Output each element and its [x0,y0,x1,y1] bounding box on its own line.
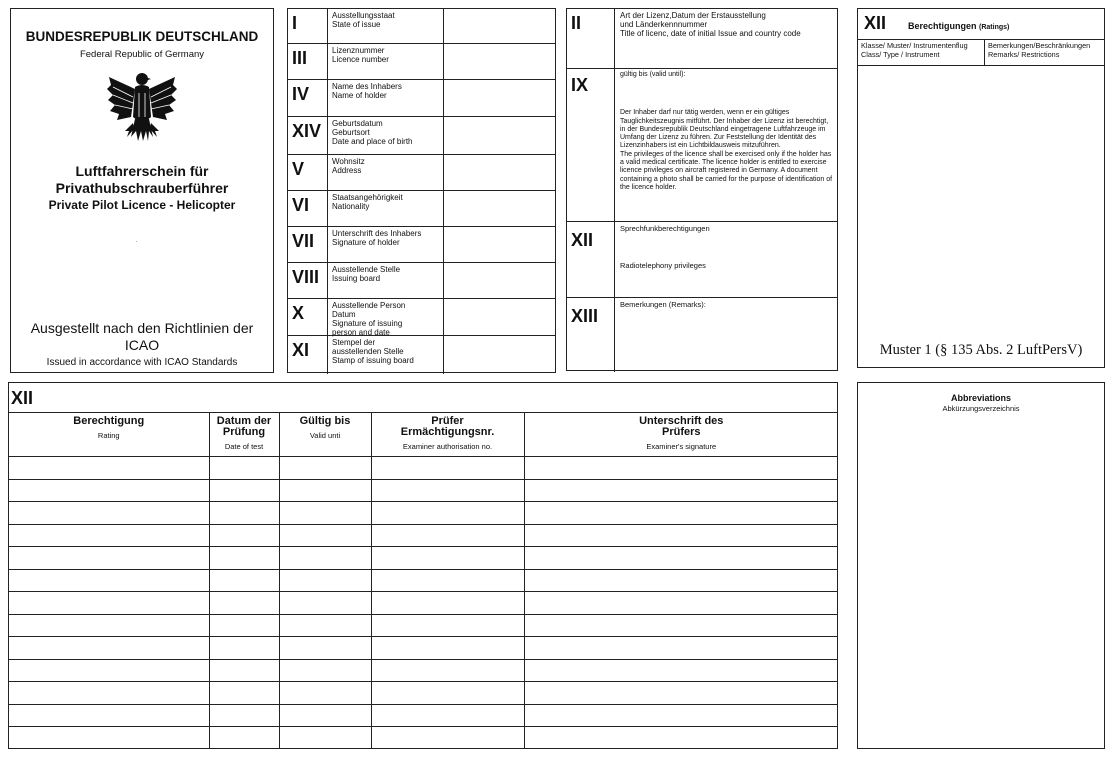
table-row [9,614,838,637]
table-cell[interactable] [371,727,524,749]
field-row [288,44,555,80]
header-label-de: Berechtigung [73,415,145,427]
field-row [288,336,555,374]
field-number: IV [288,80,328,116]
table-cell[interactable] [9,547,209,570]
field-label-en: Name of holder [332,91,387,100]
field-row-xii [567,222,837,298]
field-value-box[interactable] [443,263,555,298]
table-row [9,637,838,660]
table-cell[interactable] [9,614,209,637]
field-label-de: Ausstellende Person Datum [332,301,406,319]
field-label-de: Wohnsitz [332,157,365,166]
table-row [9,659,838,682]
table-cell[interactable] [371,637,524,660]
field-value-box[interactable] [443,227,555,262]
field-value-box[interactable] [443,299,555,335]
table-row [9,727,838,749]
table-cell[interactable] [371,569,524,592]
table-cell[interactable] [9,502,209,525]
table-cell[interactable] [371,592,524,615]
radiotelephony-label-en: Radiotelephony privileges [620,261,706,270]
field-value-box[interactable] [443,44,555,79]
ratings-table-header [279,413,371,457]
field-label-de: Staatsangehörigkeit [332,193,403,202]
field-row [288,227,555,263]
field-label-en: Signature of holder [332,238,400,247]
table-cell[interactable] [209,524,279,547]
header-label-de: Gültig bis [299,415,351,427]
table-row [9,547,838,570]
table-cell[interactable] [209,547,279,570]
ratings-table-number: XII [11,388,34,408]
header-label-de: Prüfer Ermächtigungsnr. [400,415,495,438]
header-label-en: Examiner authorisation no. [402,442,493,451]
table-row [9,479,838,502]
table-cell[interactable] [524,502,838,525]
ratings-table-panel [8,382,838,749]
table-cell[interactable] [9,637,209,660]
field-label-de: Art der Lizenz,Datum der Erstausstellung und Länderkennnummer [620,11,766,29]
field-number: VII [288,227,328,262]
ratings-table-header [371,413,524,457]
field-row-ix [567,69,837,222]
header-label-en: Date of test [224,442,264,451]
table-cell[interactable] [524,457,838,480]
ratings-table-header [524,413,838,457]
field-label-de: Ausstellungsstaat [332,11,395,20]
table-row [9,502,838,525]
field-label-en: Title of licenc, date of initial Issue and country code [620,29,801,38]
table-cell[interactable] [209,457,279,480]
field-row-ii [567,9,837,69]
ratings-panel [857,8,1105,368]
table-cell[interactable] [209,592,279,615]
federal-eagle-icon [105,67,179,149]
form-reference: Muster 1 (§ 135 Abs. 2 LuftPersV) [879,342,1083,358]
abbreviations-panel [857,382,1105,749]
table-cell[interactable] [371,682,524,705]
field-label-de: Lizenznummer [332,46,385,55]
table-cell[interactable] [371,524,524,547]
header-label-en: Examiner's signature [646,442,717,451]
table-cell[interactable] [279,547,371,570]
table-cell[interactable] [524,727,838,749]
table-cell[interactable] [209,727,279,749]
field-number: XIII [567,298,615,372]
table-row [9,682,838,705]
republic-heading: BUNDESREPUBLIK DEUTSCHLAND [25,29,259,44]
table-cell[interactable] [371,457,524,480]
table-cell[interactable] [209,479,279,502]
field-value-box[interactable] [443,191,555,226]
ratings-table-header [9,413,209,457]
class-type-header: Klasse/ Muster/ Instrumentenflug Class/ Type / Instrument [861,41,968,59]
field-label-en: State of issue [332,20,381,29]
header-label-de: Unterschrift des Prüfers [639,415,724,438]
table-row [9,524,838,547]
table-cell[interactable] [279,727,371,749]
republic-subheading: Federal Republic of Germany [79,49,205,60]
field-number: V [288,155,328,190]
field-value-box[interactable] [443,9,555,43]
remarks-restrictions-header: Bemerkungen/Beschränkungen Remarks/ Restrictions [984,39,1104,65]
header-label-de: Datum der Prüfung [216,415,272,438]
field-label-de: Ausstellende Stelle [332,265,401,274]
field-label-en: Stamp of issuing board [332,356,414,365]
holder-fields-panel [287,8,556,373]
ratings-title-text: Berechtigungen [908,21,977,31]
field-number: I [288,9,328,43]
table-cell[interactable] [279,569,371,592]
table-cell[interactable] [524,659,838,682]
field-label-de: Stempel der ausstellenden Stelle [332,338,404,356]
privileges-text-en: The privileges of the licence shall be exercised only if the holder has a valid medical certificate. The licence holder is entitled to exercise licence privileges on aircraft registered in Germany. A document containing a photo shall be carried for the purpose of identification of the licence holder. [620,150,833,191]
table-cell[interactable] [371,614,524,637]
field-value-box[interactable] [443,80,555,116]
header-label-en: Rating [97,431,120,440]
table-cell[interactable] [9,457,209,480]
table-cell[interactable] [279,637,371,660]
table-cell[interactable] [524,614,838,637]
table-row [9,457,838,480]
table-row [9,704,838,727]
table-cell[interactable] [9,682,209,705]
table-cell[interactable] [209,569,279,592]
table-cell[interactable] [9,524,209,547]
table-cell[interactable] [524,592,838,615]
table-cell[interactable] [524,547,838,570]
field-row [288,263,555,299]
field-row [288,80,555,117]
field-number: VI [288,191,328,226]
remarks-label: Bemerkungen (Remarks): [620,300,706,309]
table-cell[interactable] [279,457,371,480]
field-number: VIII [288,263,328,298]
ratings-number: XII [864,13,887,33]
valid-until-label: gültig bis (valid until): [620,71,686,78]
licence-title-line1: Luftfahrerschein für [75,163,209,179]
table-cell[interactable] [9,659,209,682]
field-row [288,299,555,336]
ratings-table-header [209,413,279,457]
table-cell[interactable] [524,637,838,660]
licence-title-line2: Privathubschrauberführer [55,180,229,196]
header-label-en: Valid unti [309,431,341,440]
licence-cover [10,8,274,373]
table-cell[interactable] [279,659,371,682]
field-label-de: Unterschrift des Inhabers [332,229,422,238]
table-row [9,569,838,592]
table-cell[interactable] [524,524,838,547]
table-cell[interactable] [9,704,209,727]
field-number: XII [567,222,615,297]
field-row [288,155,555,191]
table-cell[interactable] [279,479,371,502]
field-number: XIV [288,117,328,154]
table-cell[interactable] [371,659,524,682]
table-cell[interactable] [9,592,209,615]
field-number: II [567,9,615,68]
field-value-box[interactable] [443,117,555,154]
field-value-box[interactable] [443,336,555,374]
field-label-en: Nationality [332,202,370,211]
table-cell[interactable] [209,637,279,660]
table-cell[interactable] [209,614,279,637]
field-number: IX [567,69,615,221]
ratings-table [9,412,838,749]
table-cell[interactable] [279,592,371,615]
field-label-de: Name des Inhabers [332,82,402,91]
table-cell[interactable] [9,479,209,502]
field-label-en: Licence number [332,55,389,64]
table-cell[interactable] [279,704,371,727]
radiotelephony-label-de: Sprechfunkberechtigungen [620,224,710,233]
table-cell[interactable] [279,682,371,705]
field-row [288,9,555,44]
field-row-xiii [567,298,837,372]
table-cell[interactable] [9,727,209,749]
speck-mark: · [135,237,138,246]
field-number: X [288,299,328,335]
issued-english: Issued in accordance with ICAO Standards [46,357,238,368]
ratings-title [908,21,1009,31]
table-cell[interactable] [279,502,371,525]
table-cell[interactable] [209,704,279,727]
field-number: III [288,44,328,79]
field-value-box[interactable] [443,155,555,190]
table-cell[interactable] [279,614,371,637]
table-cell[interactable] [524,682,838,705]
table-row [9,592,838,615]
table-cell[interactable] [524,704,838,727]
table-cell[interactable] [279,524,371,547]
table-cell[interactable] [209,502,279,525]
field-label-de: Geburtsdatum Geburtsort [332,119,383,137]
table-cell[interactable] [524,479,838,502]
table-cell[interactable] [371,704,524,727]
field-label-en: Address [332,166,362,175]
licence-title-english: Private Pilot Licence - Helicopter [48,198,236,212]
table-cell[interactable] [209,682,279,705]
abbreviations-title: Abbreviations [950,393,1011,403]
table-cell[interactable] [524,569,838,592]
table-cell[interactable] [371,547,524,570]
licence-fields-panel [566,8,838,371]
field-label-en: Issuing board [332,274,381,283]
table-cell[interactable] [209,659,279,682]
field-row [288,117,555,155]
field-label-en: Date and place of birth [332,137,413,146]
ratings-title-small: (Ratings) [979,24,1010,31]
privileges-text-de: Der Inhaber darf nur tätig werden, wenn er ein gültiges Tauglichkeitszeugnis mitführt. Der Inhaber der Lizenz ist berechtigt, in der Bundesrepublik Deutschland eingetragene Luftfahrzeuge im Umfang der Lizenz zu führen. Zur Feststellung der Identität des Lizenzinhabers ist ein Lichtbildausweis mitzuführen. [620,109,829,150]
field-number: XI [288,336,328,374]
table-cell[interactable] [9,569,209,592]
field-row [288,191,555,227]
table-cell[interactable] [371,479,524,502]
abbreviations-subtitle: Abkürzungsverzeichnis [942,404,1020,413]
issued-german: Ausgestellt nach den Richtlinien der ICAO [30,320,254,353]
field-label-en: Signature of issuing person and date [332,319,403,337]
table-cell[interactable] [371,502,524,525]
